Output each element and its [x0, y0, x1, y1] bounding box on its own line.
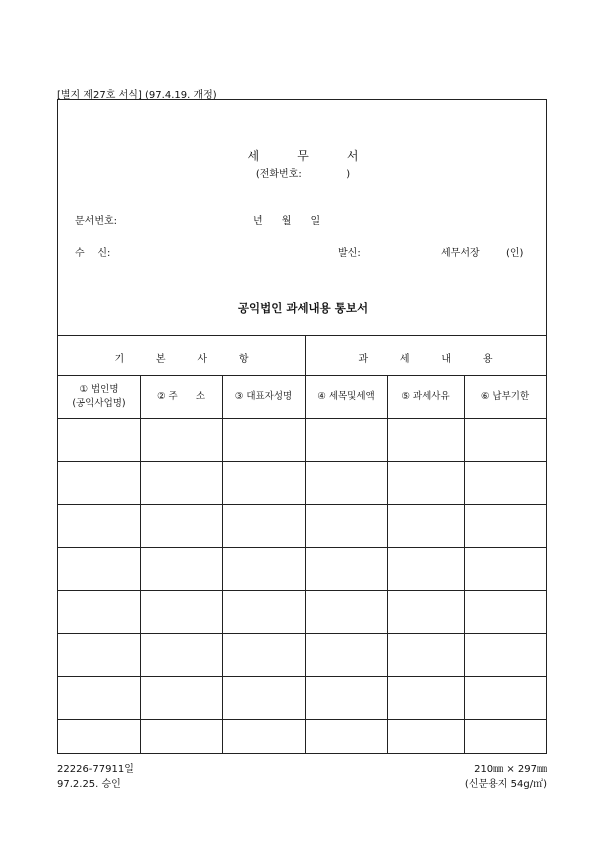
- column-header-label: ⑤ 과세사유: [401, 391, 450, 402]
- column-header-address: [140, 390, 222, 404]
- table-row-line: [58, 633, 546, 634]
- table-row-line: [58, 461, 546, 462]
- sender-title: 세무서장: [441, 248, 480, 259]
- form-title: 공익법인 과세내용 통보서: [237, 301, 369, 315]
- column-header-tax-reason: [387, 390, 464, 404]
- phone-number: (전화번호: ): [255, 169, 351, 180]
- doc-number-label: 문서번호:: [75, 216, 118, 227]
- column-header-label: ③ 대표자성명: [234, 391, 293, 402]
- form-label: [별지 제27호 서식] (97.4.19. 개정): [57, 90, 217, 101]
- column-divider: [222, 375, 223, 753]
- column-header-representative: [222, 390, 305, 404]
- group-header-tax: 과 세 내 용: [358, 354, 493, 365]
- column-header-due-date: [464, 390, 546, 404]
- column-header-label: ② 주 소: [156, 391, 205, 402]
- table-row-line: [58, 676, 546, 677]
- sender-label: 발신:: [338, 248, 361, 259]
- paper-spec: (신문용지 54g/㎡): [464, 779, 547, 790]
- group-header-basic: 기 본 사 항: [114, 354, 249, 365]
- column-header-label: ④ 세목및세액: [317, 391, 375, 402]
- form-code: 22226-77911일: [57, 764, 134, 775]
- table-top-line: [58, 335, 546, 336]
- recipient-label: 수 신:: [75, 248, 111, 259]
- table-row-line: [58, 504, 546, 505]
- paper-size: 210㎜ × 297㎜: [474, 764, 547, 775]
- column-header-sublabel: (공익사업명): [72, 398, 126, 409]
- table-row-line: [58, 590, 546, 591]
- column-divider: [387, 375, 388, 753]
- form-frame: [57, 99, 547, 754]
- approval-date: 97.2.25. 승인: [57, 779, 121, 790]
- table-row-line: [58, 719, 546, 720]
- column-header-tax-amount: [305, 390, 387, 404]
- column-divider: [464, 375, 465, 753]
- column-header-label: ⑥ 납부기한: [480, 391, 530, 402]
- column-header-line: [58, 418, 546, 419]
- group-header-line: [58, 375, 546, 376]
- seal-mark: (인): [506, 248, 524, 259]
- table-row-line: [58, 547, 546, 548]
- office-name: 세 무 서: [247, 149, 359, 163]
- column-header-corp-name: [58, 383, 140, 411]
- date-label: 년 월 일: [253, 216, 321, 227]
- column-header-label: ① 법인명: [79, 384, 119, 395]
- column-divider: [140, 375, 141, 753]
